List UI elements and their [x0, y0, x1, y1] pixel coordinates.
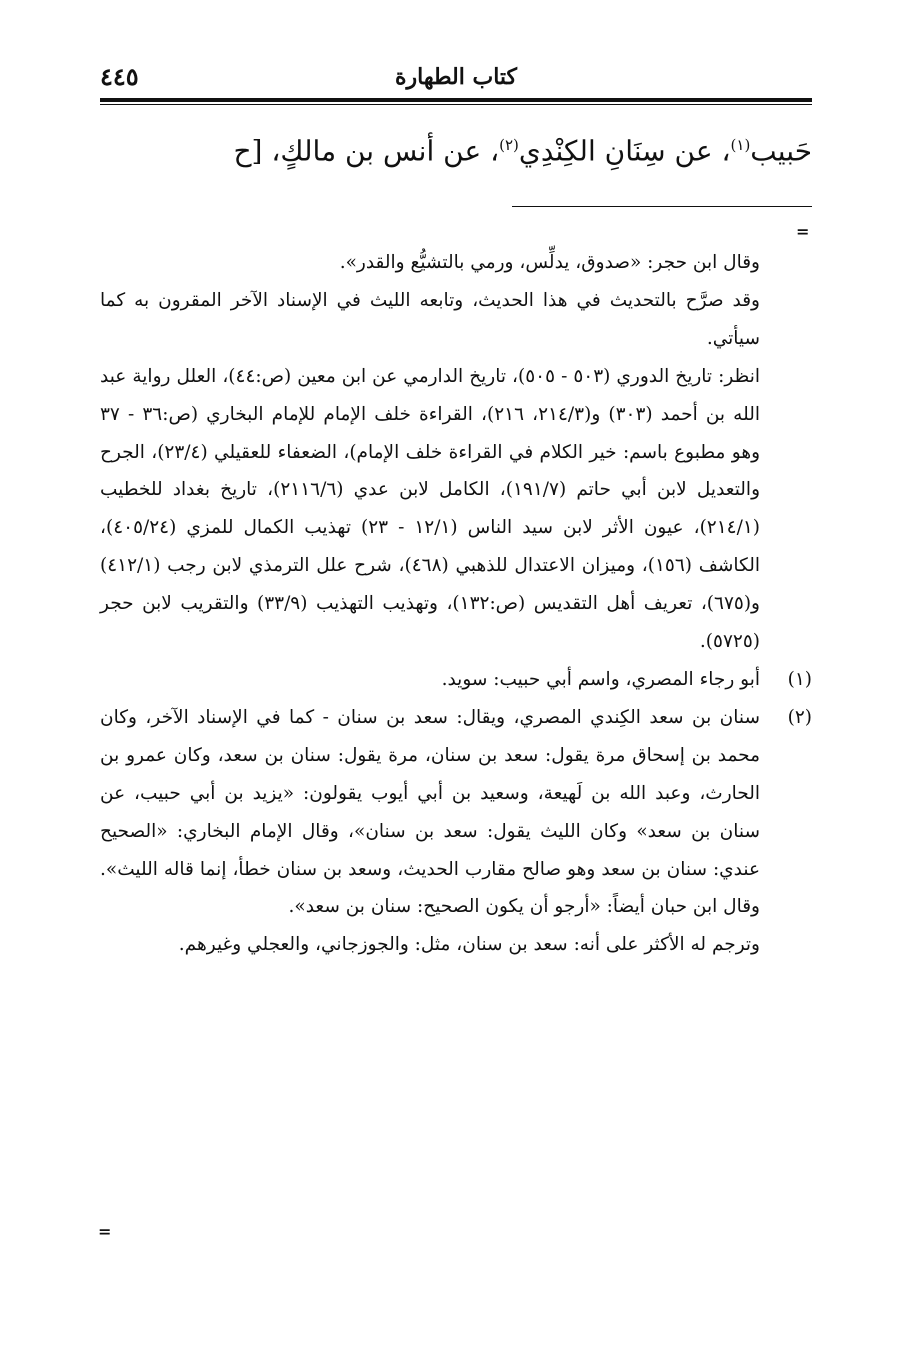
main-hadith-text	[100, 118, 812, 178]
footnote-ref-2: (٢)	[499, 136, 519, 154]
book-title: كتاب الطهارة	[394, 64, 518, 90]
continuation-mark-bottom: =	[98, 1222, 112, 1241]
footnote-ref-1: (١)	[730, 136, 751, 154]
footnote-separator	[512, 206, 812, 207]
page-number: ٤٤٥	[100, 62, 139, 91]
footnote-1	[100, 661, 812, 699]
footnote-extra-paragraph: وترجم له الأكثر على أنه: سعد بن سنان، مثل: والجوزجاني، والعجلي وغيرهم.	[178, 934, 760, 956]
header-rule-thick	[100, 98, 812, 102]
main-text-part: ، عن أنس بن مالكٍ، [ح	[233, 134, 500, 168]
page-header	[100, 62, 812, 98]
continuation-paragraph: وقال ابن حجر: «صدوق، يدلِّس، ورمي بالتشيُّع والقدر».	[339, 252, 760, 273]
footnote-2	[100, 699, 812, 926]
footnote-text: سنان بن سعد الكِندي المصري، ويقال: سعد بن سنان - كما في الإسناد الآخر، وكان محمد بن إسحاق مرة يقول: سعد بن سنان، مرة يقول: سنان بن سعد، وكان عمرو بن الحارث، وعبد الله بن لَهيعة، وسعيد بن أبي أيوب يقولون: «يزيد بن أبي حبيب، عن سنان بن سعد» وكان الليث يقول: سعد بن سنان»، وقال الإمام البخاري: «الصحيح عندي: سنان بن سعد وهو صالح مقارب الحديث، وسعد بن سنان خطأ، إنما قاله الليث». وقال ابن حبان أيضاً: «أرجو أن يكون الصحيح: سنان بن سعد».	[100, 706, 760, 918]
footnote-number: (١)	[787, 668, 812, 690]
main-text-part: حَبيب	[750, 134, 812, 168]
footnote-text: أبو رجاء المصري، واسم أبي حبيب: سويد.	[441, 668, 760, 690]
continuation-mark-top: =	[796, 222, 810, 241]
header-rule-thin	[100, 104, 812, 105]
footnote-number: (٢)	[787, 706, 812, 728]
main-text-part: ، عن سِنَانِ الكِنْدِي	[518, 134, 731, 168]
footnotes-area	[100, 244, 812, 964]
continuation-paragraph: انظر: تاريخ الدوري (٥٠٣ - ٥٠٥)، تاريخ الدارمي عن ابن معين (ص:٤٤)، العلل رواية عبد الله بن أحمد (٣٠٣) و(٢١٤/٣، ٢١٦)، القراءة خلف الإمام للإمام البخاري (ص:٣٦ - ٣٧ وهو مطبوع باسم: خير الكلام في القراءة خلف الإمام)، الضعفاء للعقيلي (٢٣/٤)، الجرح والتعديل لابن أبي حاتم (١٩١/٧)، الكامل لابن عدي (٢١١٦/٦)، تاريخ بغداد للخطيب (٢١٤/١)، عيون الأثر لابن سيد الناس (١٢/١ - ٢٣) تهذيب الكمال للمزي (٤٠٥/٢٤)، الكاشف (١٥٦)، وميزان الاعتدال للذهبي (٤٦٨)، شرح علل الترمذي لابن رجب (٤١٢/١) و(٦٧٥)، تعريف أهل التقديس (ص:١٣٢)، وتهذيب التهذيب (٣٣/٩) والتقريب لابن حجر (٥٧٢٥).	[100, 365, 761, 653]
continuation-paragraph: وقد صرَّح بالتحديث في هذا الحديث، وتابعه الليث في الإسناد الآخر المقرون به كما سيأتي.	[100, 289, 760, 349]
